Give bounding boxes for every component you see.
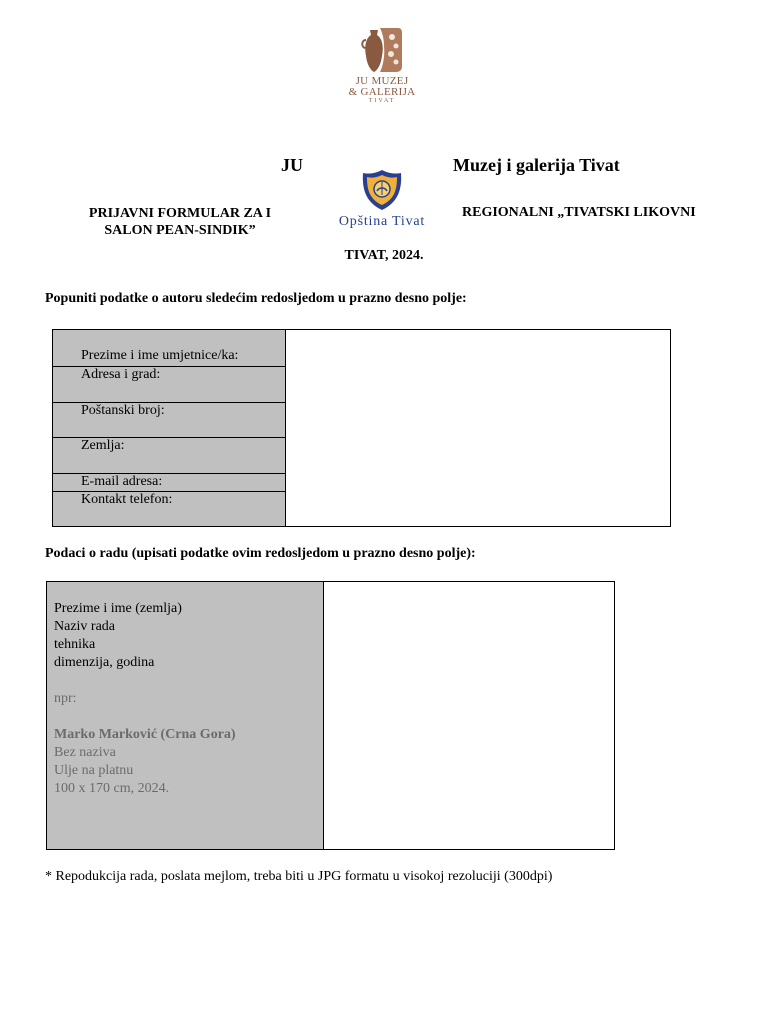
place-year: TIVAT, 2024.	[344, 248, 424, 263]
example-label: npr:	[54, 691, 77, 706]
field-label: Poštanski broj:	[81, 403, 165, 418]
example-dimensions: 100 x 170 cm, 2024.	[54, 781, 170, 796]
example-title: Bez naziva	[54, 745, 116, 760]
author-label-column	[53, 330, 286, 526]
work-input-area[interactable]	[324, 582, 614, 849]
museum-logo-line2: & GALERIJA	[348, 86, 416, 98]
form-title-left: PRIJAVNI FORMULAR ZA I SALON PEAN-SINDIK”	[88, 206, 272, 238]
field-label: E-mail adresa:	[81, 474, 163, 489]
form-title-right: REGIONALNI „TIVATSKI LIKOVNI	[462, 205, 696, 220]
work-field-label: tehnika	[54, 637, 96, 652]
vase-palette-icon	[360, 26, 404, 76]
municipality-crest	[322, 168, 442, 230]
work-field-label: Naziv rada	[54, 619, 116, 634]
museum-logo	[340, 26, 424, 108]
author-instruction: Popuniti podatke o autoru sledećim redosljedom u prazno desno polje:	[45, 291, 467, 306]
crest-text: Opština Tivat	[338, 214, 426, 229]
work-field-label: Prezime i ime (zemlja)	[54, 601, 182, 616]
work-field-label: dimenzija, godina	[54, 655, 155, 670]
author-row	[53, 403, 285, 438]
field-label: Prezime i ime umjetnice/ka:	[81, 348, 239, 363]
field-label: Zemlja:	[81, 438, 125, 453]
author-row	[53, 474, 285, 492]
museum-logo-line1: JU MUZEJ	[355, 75, 409, 87]
field-label: Kontakt telefon:	[81, 492, 173, 507]
author-row	[53, 492, 285, 526]
ju-label: JU	[281, 155, 303, 175]
museum-name: Muzej i galerija Tivat	[453, 155, 620, 175]
work-label-column	[47, 582, 324, 849]
author-row	[53, 367, 285, 403]
footnote: * Repodukcija rada, poslata mejlom, treba biti u JPG formatu u visokoj rezoluciji (300dpi)	[45, 869, 553, 884]
author-table	[52, 329, 671, 527]
field-label: Adresa i grad:	[81, 367, 161, 382]
example-technique: Ulje na platnu	[54, 763, 134, 778]
work-instruction: Podaci o radu (upisati podatke ovim redosljedom u prazno desno polje):	[45, 546, 476, 561]
crest-shield-icon	[359, 168, 405, 212]
work-table	[46, 581, 615, 850]
museum-logo-line3: TIVAT	[368, 98, 396, 104]
example-author: Marko Marković (Crna Gora)	[54, 727, 236, 742]
author-row	[53, 330, 285, 367]
author-input-area[interactable]	[286, 330, 670, 526]
author-row	[53, 438, 285, 474]
